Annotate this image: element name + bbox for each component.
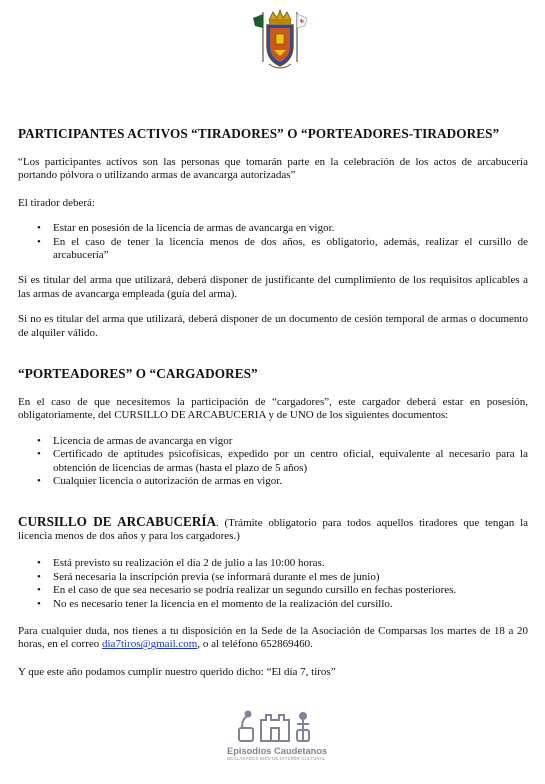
contact-text: Para cualquier duda, nos tienes a tu disposición en la Sede de la Asociación de Comparsas los martes de 18 a 20 horas, en el correo	[18, 624, 528, 651]
list-item: • Estar en posesión de la licencia de armas de avancarga en vigor.	[53, 222, 528, 235]
list-item: • En el caso de que sea necesario se podría realizar un segundo cursillo en fechas posteriores.	[53, 584, 528, 597]
tirador-intro: El tirador deberá:	[18, 196, 95, 209]
cursillo-info-list	[18, 557, 528, 611]
section-title-cursillo: CURSILLO DE ARCABUCERÍA	[18, 513, 217, 529]
contact-phone-text: , o al teléfono 652869460.	[197, 638, 313, 651]
section-title-porteadores: “PORTEADORES” O “CARGADORES”	[18, 366, 258, 382]
logo-name: Episodios Caudetanos	[227, 746, 328, 756]
cursillo-note: . (Trámite obligatorio para todos aquellos tiradores que tengan la licencia menos de dos años y para los cargadores.)	[18, 516, 529, 542]
heraldic-crest-icon	[249, 6, 311, 74]
list-item: • En el caso de tener la licencia menos de dos años, es obligatorio, además, realizar el cursillo de arcabucería”	[53, 236, 528, 263]
list-item: • Cualquier licencia o autorización de armas en vigor.	[53, 475, 528, 488]
list-item: • No es necesario tener la licencia en el momento de la realización del cursillo.	[53, 598, 528, 611]
contact-paragraph	[18, 625, 528, 652]
titular-paragraph: Si es titular del arma que utilizará, deberá disponer de justificante del cumplimiento de los requisitos aplicables a las armas de avancarga empleada (guía del arma).	[18, 274, 528, 300]
logo-subtitle: DECLARADOS BIEN DE INTERÉS CULTURAL	[227, 756, 326, 761]
no-titular-paragraph: Si no es titular del arma que utilizará, deberá disponer de un documento de cesión temporal de armas o documento de alquiler válido.	[18, 313, 528, 339]
list-item: • Licencia de armas de avancarga en vigor	[53, 435, 528, 448]
cargadores-documents-list	[18, 435, 528, 489]
cursillo-heading	[18, 515, 528, 544]
episodios-caudetanos-logo-icon	[235, 706, 315, 744]
document-body	[18, 126, 528, 679]
list-item: • Certificado de aptitudes psicofísicas, expedido por un centro oficial, equivalente al necesario para la obtención de licencias de armas (hasta el plazo de 5 años)	[53, 448, 528, 475]
tirador-requirements-list	[18, 222, 528, 262]
list-item: • Está previsto su realización el día 2 de julio a las 10:00 horas.	[53, 557, 528, 570]
list-item: • Será necesaria la inscripción previa (se informará durante el mes de junio)	[53, 571, 528, 584]
section-title-participantes: PARTICIPANTES ACTIVOS “TIRADORES” O “PORTEADORES-TIRADORES”	[18, 126, 500, 141]
closing-saying: Y que este año podamos cumplir nuestro querido dicho: “El día 7, tiros”	[18, 665, 336, 678]
definition-quote: “Los participantes activos son las personas que tomarán parte en la celebración de los actos de arcabucería portando pólvora o utilizando armas de avancarga autorizadas”	[18, 156, 528, 182]
episodios-caudetanos-logo	[227, 706, 328, 770]
email-link[interactable]: dia7tiros@gmail.com	[102, 638, 198, 651]
cargadores-paragraph: En el caso de que necesitemos la participación de “cargadores”, este cargador deberá estar en posesión, obligatoriamente, del CURSILLO DE ARCABUCERIA y de UNO de los siguientes documentos:	[18, 396, 528, 422]
